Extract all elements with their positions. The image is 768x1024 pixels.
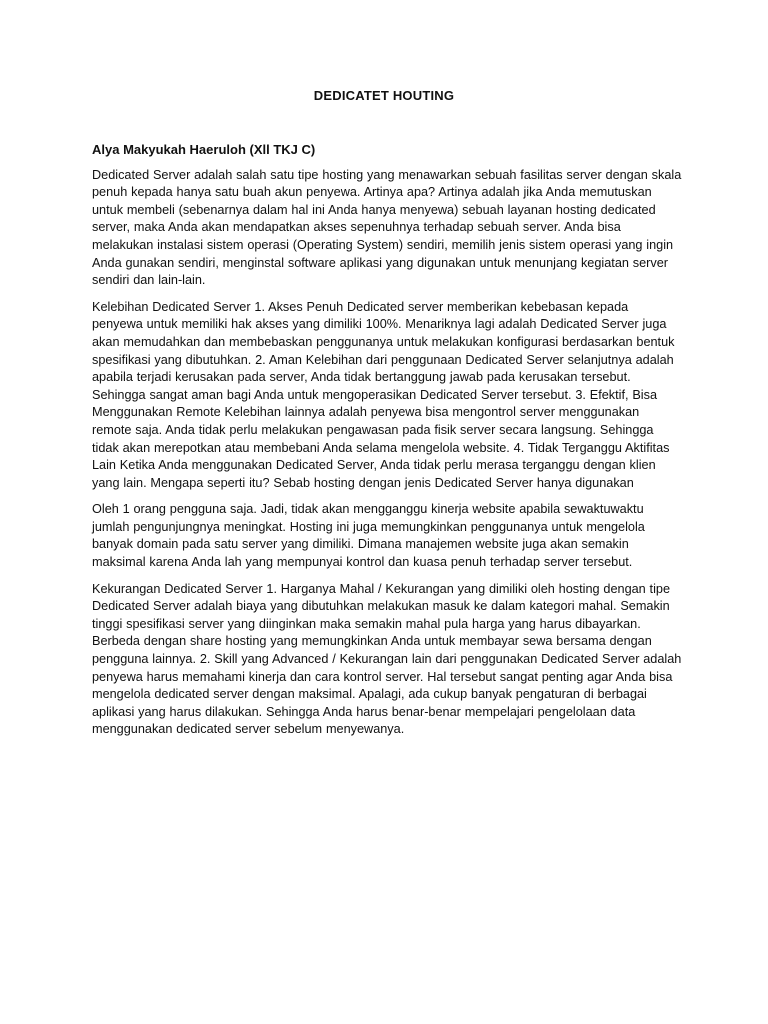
paragraph-disadvantages: Kekurangan Dedicated Server 1. Harganya Mahal / Kekurangan yang dimiliki oleh hosting dengan tipe Dedicated Server adalah biaya yang dibutuhkan melakukan masuk ke dalam kategori mahal. Semakin tinggi spesifikasi server yang diinginkan maka semakin mahal pula harga yang harus dibayarkan. Berbeda dengan share hosting yang memungkinkan Anda untuk membayar sewa bersama dengan pengguna lainnya. 2. Skill yang Advanced / Kekurangan lain dari penggunakan Dedicated Server adalah penyewa harus memahami kinerja dan cara kontrol server. Hal tersebut sangat penting agar Anda bisa mengelola dedicated server dengan maksimal. Apalagi, ada cukup banyak pengaturan di berbagai aplikasi yang harus dilakukan. Sehingga Anda harus benar-benar mempelajari pengelolaan data menggunakan dedicated server sebelum menyewanya.	[92, 581, 682, 737]
paragraph-advantages-continued: Oleh 1 orang pengguna saja. Jadi, tidak akan mengganggu kinerja website apabila sewaktuwaktu jumlah pengunjungnya meningkat. Hosting ini juga memungkinkan penggunanya untuk mengelola banyak domain pada satu server yang dimiliki. Dimana manajemen website juga akan semakin maksimal karena Anda lah yang mempunyai kontrol dan kuasa penuh terhadap server tersebut.	[92, 502, 645, 570]
document-body	[92, 141, 682, 748]
paragraph-definition: Dedicated Server adalah salah satu tipe hosting yang menawarkan sebuah fasilitas server dengan skala penuh kepada hanya satu buah akun penyewa. Artinya apa? Artinya adalah jika Anda memutuskan untuk membeli (sebenarnya dalam hal ini Anda hanya menyewa) sebuah layanan hosting dedicated server, maka Anda akan mendapatkan akses sepenuhnya terhadap sebuah server. Anda bisa melakukan instalasi sistem operasi (Operating System) sendiri, memilih jenis sistem operasi yang ingin Anda gunakan sendiri, menginstal software aplikasi yang digunakan untuk menunjang kegiatan server sendiri dan lain-lain.	[92, 167, 682, 288]
author-line: Alya Makyukah Haeruloh (Xll TKJ C)	[92, 142, 316, 157]
document-title: DEDICATET HOUTING	[313, 88, 455, 103]
paragraph-advantages: Kelebihan Dedicated Server 1. Akses Penuh Dedicated server memberikan kebebasan kepada penyewa untuk memiliki hak akses yang dimiliki 100%. Menariknya lagi adalah Dedicated Server juga akan memudahkan dan membebaskan penggunanya untuk melakukan konfigurasi berdasarkan bentuk spesifikasi yang dibutuhkan. 2. Aman Kelebihan dari penggunaan Dedicated Server selanjutnya adalah apabila terjadi kerusakan pada server, Anda tidak bertanggung jawab pada kerusakan tersebut. Sehingga sangat aman bagi Anda untuk mengoperasikan Dedicated Server tersebut. 3. Efektif, Bisa Menggunakan Remote Kelebihan lainnya adalah penyewa bisa mengontrol server menggunakan remote saja. Anda tidak perlu melakukan pengawasan pada fisik server secara langsung. Sehingga tidak akan merepotkan atau membebani Anda selama mengelola website. 4. Tidak Terganggu Aktifitas Lain Ketika Anda menggunakan Dedicated Server, Anda tidak perlu merasa terganggu dengan klien yang lain. Mengapa seperti itu? Sebab hosting dengan jenis Dedicated Server hanya digunakan	[92, 299, 675, 490]
